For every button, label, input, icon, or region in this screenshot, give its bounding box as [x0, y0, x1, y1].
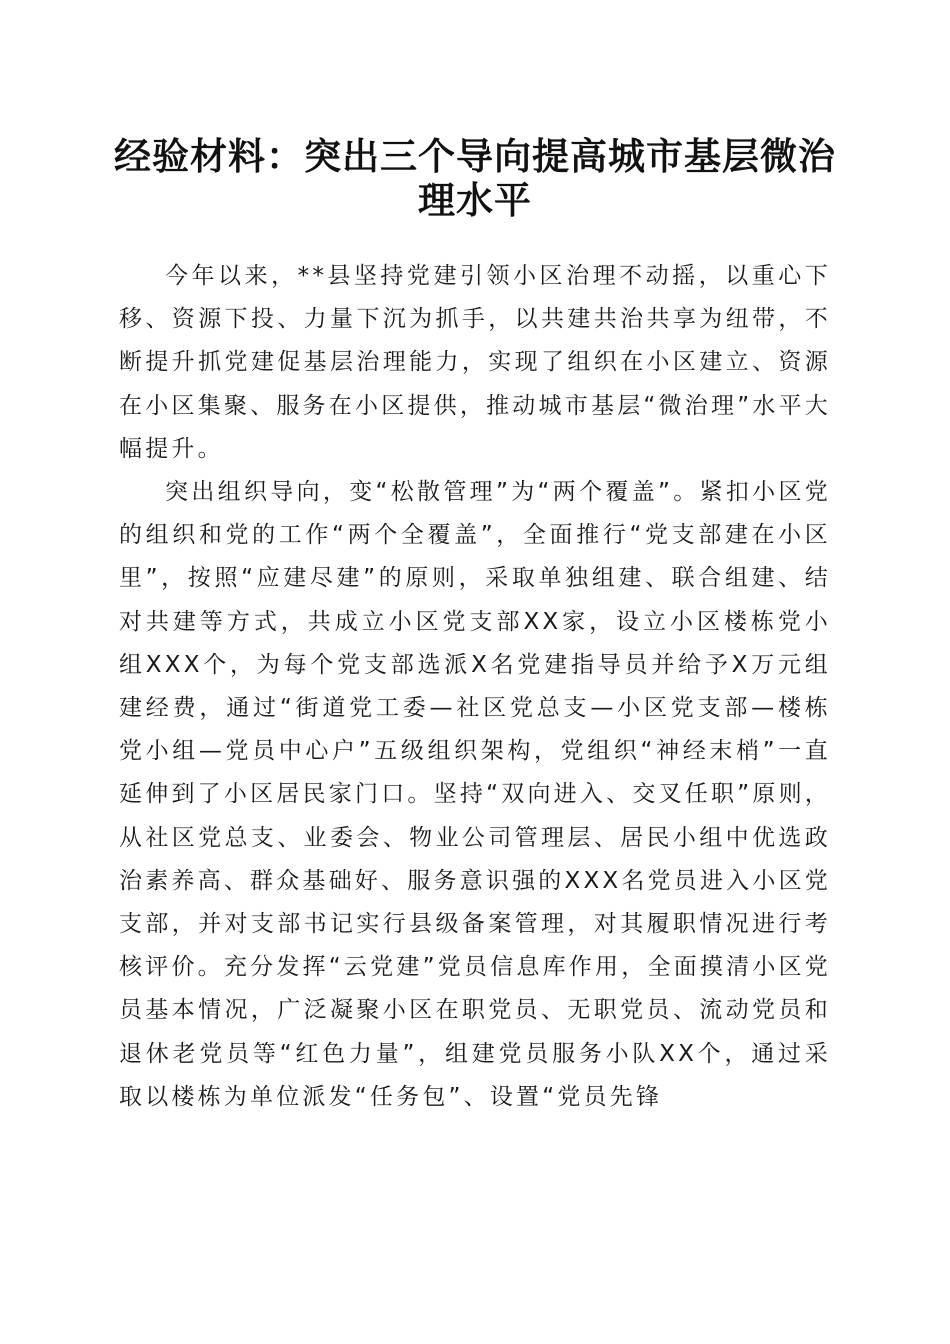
- document-title: 经验材料：突出三个导向提高城市基层微治理水平: [114, 134, 836, 222]
- paragraph-organization-orientation: 突出组织导向，变“松散管理”为“两个覆盖”。紧扣小区党的组织和党的工作“两个全覆盖”，全面推行“党支部建在小区里”，按照“应建尽建”的原则，采取单独组建、联合组建、结对共建等方式，共成立小区党支部XX家，设立小区楼栋党小组XXX个，为每个党支部选派X名党建指导员并给予X万元组建经费，通过“街道党工委—社区党总支—小区党支部—楼栋党小组—党员中心户”五级组织架构，党组织“神经末梢”一直延伸到了小区居民家门口。坚持“双向进入、交叉任职”原则，从社区党总支、业委会、物业公司管理层、居民小组中优选政治素养高、群众基础好、服务意识强的XXX名党员进入小区党支部，并对支部书记实行县级备案管理，对其履职情况进行考核评价。充分发挥“云党建”党员信息库作用，全面摸清小区党员基本情况，广泛凝聚小区在职党员、无职党员、流动党员和退休老党员等“红色力量”，组建党员服务小队XX个，通过采取以楼栋为单位派发“任务包”、设置“党员先锋: [119, 479, 831, 1110]
- paragraph-intro: 今年以来，**县坚持党建引领小区治理不动摇，以重心下移、资源下投、力量下沉为抓手，以共建共治共享为纽带，不断提升抓党建促基层治理能力，实现了组织在小区建立、资源在小区集聚、服务在小区提供，推动城市基层“微治理”水平大幅提升。: [119, 263, 831, 462]
- document-body: [119, 255, 831, 1119]
